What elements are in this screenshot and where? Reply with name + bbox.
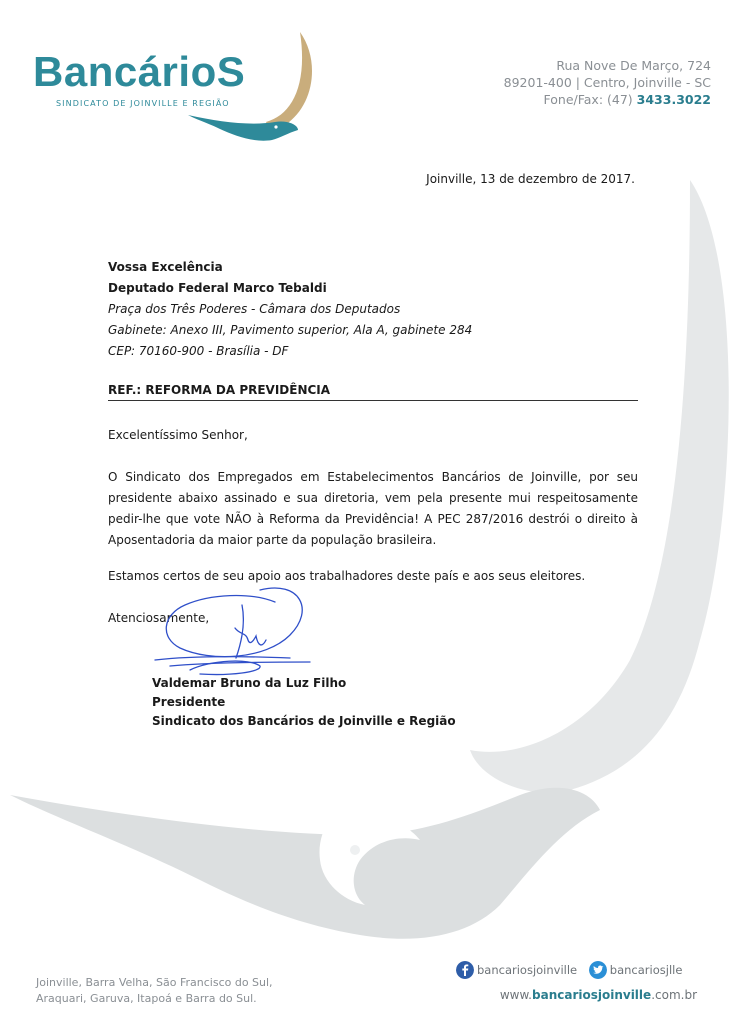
facebook-icon: [456, 961, 474, 979]
header-address: [504, 57, 711, 108]
recipient-block: [108, 257, 648, 362]
recipient-name: Deputado Federal Marco Tebaldi: [108, 281, 327, 295]
logo-wordmark: BancárioS: [33, 48, 246, 95]
reference-line: REF.: REFORMA DA PREVIDÊNCIA: [108, 383, 638, 401]
social-links: [456, 961, 690, 982]
recipient-address-1: Praça dos Três Poderes - Câmara dos Deputados: [108, 302, 401, 316]
twitter-link[interactable]: [589, 961, 683, 979]
salutation: Excelentíssimo Senhor,: [108, 428, 248, 442]
brand-logo: [30, 30, 330, 145]
signer-name: Valdemar Bruno da Luz Filho: [152, 676, 347, 690]
facebook-link[interactable]: [456, 961, 577, 979]
signer-block: [152, 674, 692, 731]
phone-prefix: Fone/Fax: (47): [543, 92, 633, 107]
closing-line: Atenciosamente,: [108, 611, 210, 625]
address-street: Rua Nove De Março, 724: [556, 58, 711, 73]
website-prefix: www.: [499, 988, 532, 1002]
body-paragraph-1: O Sindicato dos Empregados em Estabelecimentos Bancários de Joinville, por seu presidente abaixo assinado e sua diretoria, vem pela presente mui respeitosamente pedir-lhe que vote NÃO à Reforma da Previdência! A PEC 287/2016 destrói o direito à Aposentadoria da maior parte da população brasileira.: [108, 470, 638, 547]
logo-subtitle: SINDICATO DE JOINVILLE E REGIÃO: [56, 99, 230, 108]
website-domain: bancariosjoinville: [532, 988, 652, 1002]
recipient-postal: CEP: 70160-900 - Brasília - DF: [108, 344, 289, 358]
address-city: 89201-400 | Centro, Joinville - SC: [503, 75, 711, 90]
recipient-address-2: Gabinete: Anexo III, Pavimento superior, Ala A, gabinete 284: [108, 323, 473, 337]
phone-number: 3433.3022: [636, 92, 711, 107]
address-phone: [504, 91, 711, 108]
letter-date: Joinville, 13 de dezembro de 2017.: [426, 172, 635, 186]
website-link[interactable]: [500, 988, 697, 1002]
twitter-icon: [589, 961, 607, 979]
facebook-handle: bancariosjoinville: [477, 963, 578, 977]
footer-cities-line2: Araquari, Garuva, Itapoá e Barra do Sul.: [36, 992, 257, 1005]
twitter-handle: bancariosjlle: [609, 963, 683, 977]
eagle-logo-icon: [180, 30, 325, 145]
signer-organization: Sindicato dos Bancários de Joinville e Região: [152, 714, 456, 728]
website-suffix: .com.br: [651, 988, 697, 1002]
footer-cities-line1: Joinville, Barra Velha, São Francisco do Sul,: [36, 976, 273, 989]
body-paragraph-2: Estamos certos de seu apoio aos trabalhadores deste país e aos seus eleitores.: [108, 569, 586, 583]
recipient-title: Vossa Excelência: [108, 260, 223, 274]
signer-role: Presidente: [152, 695, 226, 709]
footer-cities: [36, 975, 273, 1007]
